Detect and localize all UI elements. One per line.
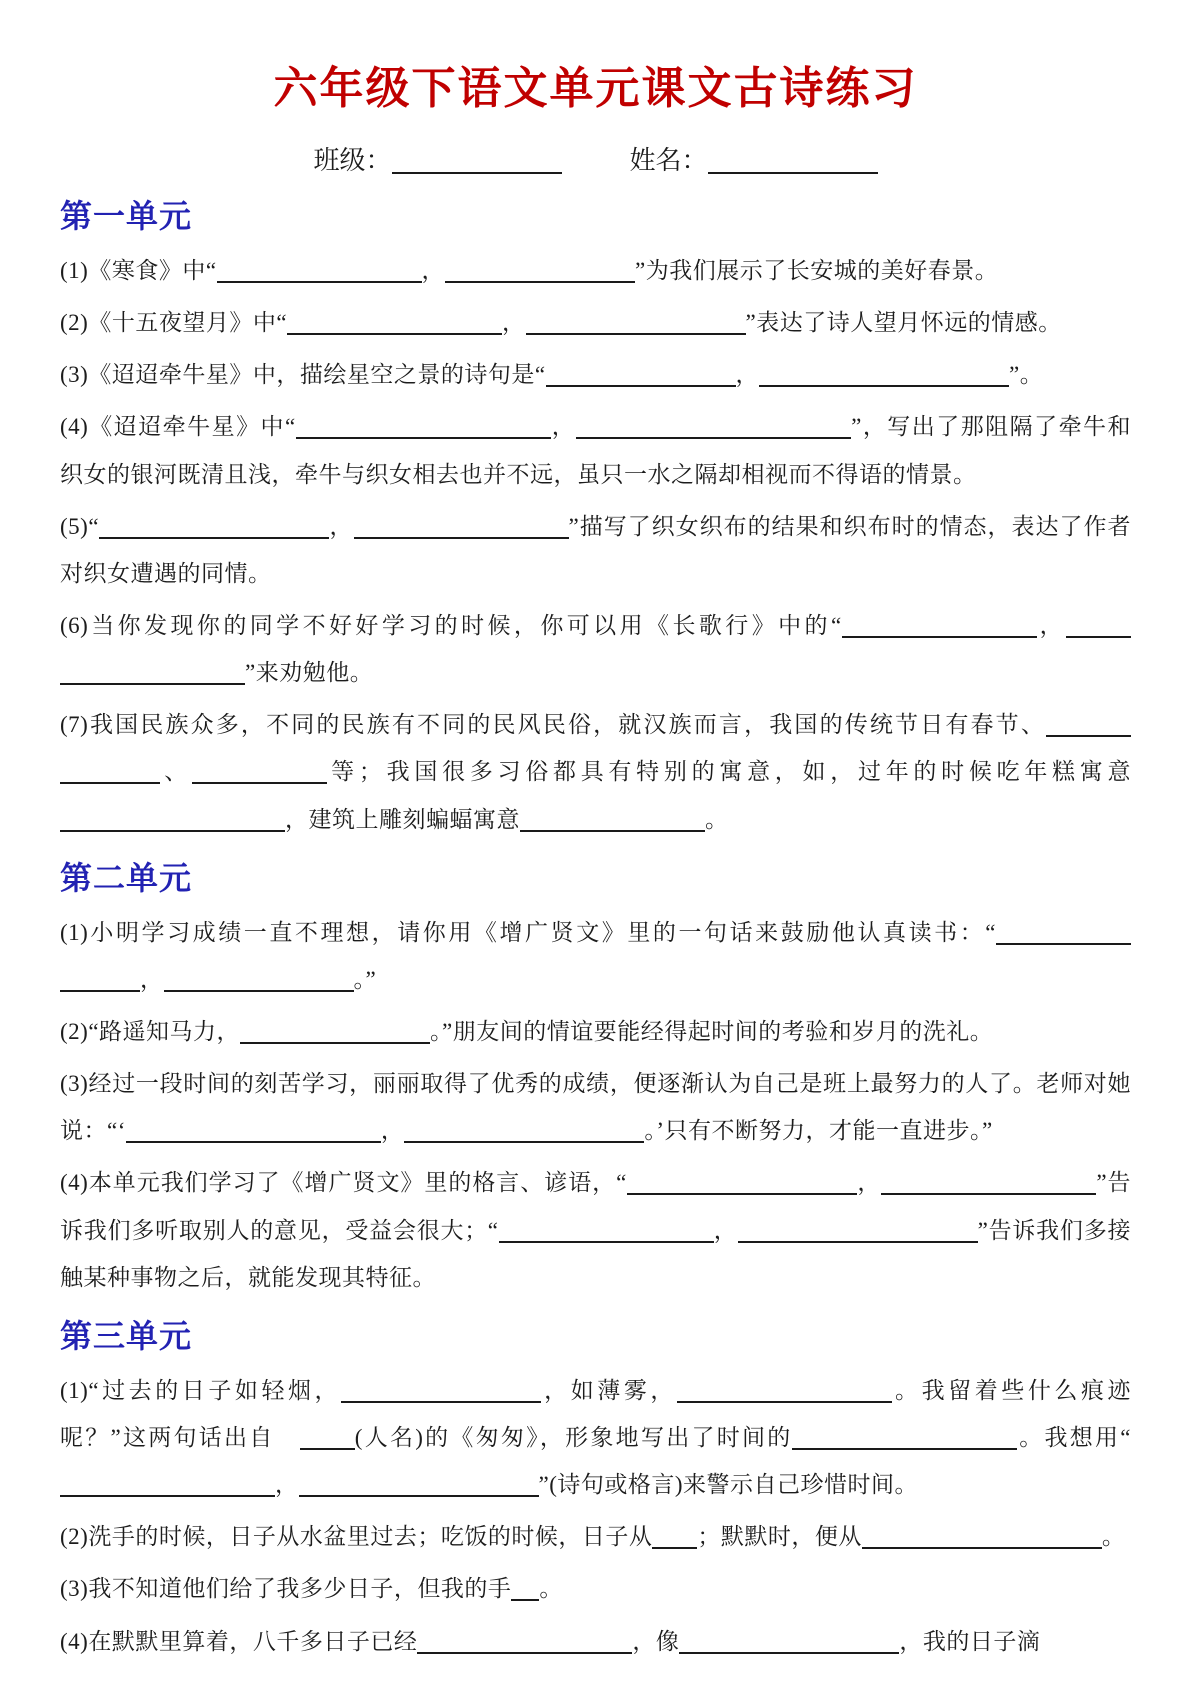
- blank-line: [499, 1220, 714, 1243]
- blank-line: [341, 1380, 541, 1403]
- question-text: 。’只有不断努力，才能一直进步。”: [644, 1118, 993, 1144]
- question-text: ”为我们展示了长安城的美好春景。: [635, 258, 999, 283]
- blank-line: [392, 148, 562, 174]
- blank-line: [679, 1631, 899, 1654]
- question-text: (1)“过去的日子如轻烟，: [60, 1377, 342, 1403]
- question-text: (3)我不知道他们给了我多少日子，但我的手: [60, 1576, 512, 1602]
- question-text: 等；我国很多习俗都具有特别的寓意，如，过年的时候吃年糕寓意: [326, 759, 1132, 785]
- question-text: (4)《迢迢牵牛星》中“: [60, 414, 296, 440]
- blank-line: [1077, 1526, 1102, 1549]
- question-text: 。: [1101, 1524, 1126, 1550]
- blank-line: [520, 809, 705, 832]
- blank-line: [708, 148, 878, 174]
- blank-line: [217, 260, 422, 283]
- blank-line: [60, 761, 160, 784]
- blank-line: [738, 1220, 963, 1243]
- question-text: ”来劝勉他。: [245, 660, 374, 686]
- blank-line: [1066, 1172, 1096, 1195]
- blank-line: [996, 922, 1131, 945]
- question-text: ”告诉我们多听取别人的意见，受益会很大；“: [60, 1170, 1132, 1243]
- question-text: ，: [380, 1118, 405, 1144]
- question-text: (5)“: [60, 513, 100, 539]
- blank-line: [60, 662, 245, 685]
- question-text: ，像: [632, 1628, 680, 1654]
- blank-line: [354, 516, 569, 539]
- question-text: 。我想用“: [1017, 1424, 1131, 1450]
- blank-line: [99, 516, 329, 539]
- question-text: ，: [502, 310, 526, 336]
- question-paragraph: [60, 403, 1131, 497]
- blank-line: [526, 312, 746, 335]
- question-text: ，: [713, 1217, 738, 1243]
- question-text: ，: [140, 966, 164, 992]
- question-text: ”告诉我们多接触某种事物之后，就能发现其特征。: [60, 1217, 1131, 1290]
- question-text: ”(诗句或格言)来警示自己珍惜时间。: [538, 1472, 919, 1498]
- blank-line: [759, 364, 1009, 387]
- question-text: (1)小明学习成绩一直不理想，请你用《增广贤文》里的一句话来鼓励他认真读书：“: [60, 919, 996, 945]
- question-text: (人名)的《匆匆》，形象地写出了时间的: [354, 1424, 793, 1450]
- blank-line: [862, 1526, 1077, 1549]
- question-text: 、: [160, 759, 192, 785]
- blank-line: [576, 416, 851, 439]
- question-paragraph: [60, 1060, 1131, 1154]
- blank-line: [652, 1526, 697, 1549]
- question-text: ”表达了诗人望月怀远的情感。: [745, 310, 1062, 336]
- section-heading: 第一单元: [60, 198, 193, 234]
- question-text: ；默默时，便从: [697, 1524, 862, 1550]
- blank-line: [192, 761, 327, 784]
- blank-line: [60, 969, 140, 992]
- question-text: 。: [539, 1576, 563, 1602]
- question-text: (2)洗手的时候，日子从水盆里过去；吃饭的时候，日子从: [60, 1524, 653, 1550]
- question-text: ”。: [1009, 362, 1044, 388]
- sections-container: [60, 191, 1131, 1665]
- question-text: ，: [329, 513, 354, 539]
- header-field: [630, 140, 878, 177]
- page-title: 六年级下语文单元课文古诗练习: [273, 64, 918, 113]
- question-text: 。”: [353, 966, 377, 992]
- question-paragraph: [60, 1513, 1131, 1560]
- question-text: ，: [421, 258, 446, 283]
- question-text: 。: [705, 806, 729, 832]
- blank-line: [296, 416, 551, 439]
- question-text: ，: [275, 1472, 299, 1498]
- question-text: ，如薄雾，: [541, 1377, 677, 1403]
- blank-line: [126, 1120, 381, 1143]
- question-paragraph: [60, 1367, 1131, 1508]
- blank-line: [417, 1631, 632, 1654]
- question-text: (7)我国民族众多，不同的民族有不同的民风民俗，就汉族而言，我国的传统节日有春节、: [60, 712, 1046, 738]
- blank-line: [792, 1427, 1017, 1450]
- question-text: ，我的日子滴: [899, 1628, 1041, 1654]
- blank-line: [240, 1021, 430, 1044]
- header-fields: [60, 140, 1131, 177]
- header-field-label: 姓名：: [629, 146, 708, 175]
- question-text: ，: [550, 414, 577, 440]
- blank-line: [1066, 615, 1131, 638]
- question-paragraph: [60, 701, 1131, 842]
- question-paragraph: [60, 299, 1131, 346]
- question-text: ”描写了织女织布的结果和织布时的情态，表达了作者对织女遭遇的同情。: [60, 513, 1131, 586]
- header-field: [313, 140, 561, 177]
- blank-line: [287, 312, 502, 335]
- question-text: (3)经过一段时间的刻苦学习，丽丽取得了优秀的成绩，便逐渐认为自己是班上最努力的人了。老师对她说：“‘: [60, 1071, 1131, 1144]
- blank-line: [842, 615, 1037, 638]
- question-text: (4)在默默里算着，八千多日子已经: [60, 1628, 418, 1654]
- blank-line: [963, 1220, 978, 1243]
- question-paragraph: [60, 1618, 1131, 1665]
- header-field-label: 班级：: [313, 146, 392, 175]
- question-paragraph: [60, 1565, 1131, 1612]
- question-text: (2)“路遥知马力，: [60, 1018, 241, 1044]
- blank-line: [546, 364, 736, 387]
- question-paragraph: [60, 1008, 1131, 1055]
- question-text: ，: [1036, 612, 1067, 638]
- question-text: ，: [735, 362, 760, 388]
- question-paragraph: [60, 909, 1131, 1003]
- blank-line: [677, 1380, 892, 1403]
- blank-line: [300, 1427, 355, 1450]
- question-text: (6)当你发现你的同学不好好学习的时候，你可以用《长歌行》中的“: [60, 612, 842, 638]
- question-paragraph: [60, 1159, 1131, 1300]
- question-text: (3)《迢迢牵牛星》中，描绘星空之景的诗句是“: [60, 362, 546, 388]
- blank-line: [881, 1172, 1066, 1195]
- section-heading: 第三单元: [60, 1317, 193, 1354]
- blank-line: [60, 1474, 275, 1497]
- question-text: (4)本单元我们学习了《增广贤文》里的格言、谚语，“: [60, 1170, 627, 1196]
- blank-line: [164, 969, 354, 992]
- blank-line: [627, 1172, 857, 1195]
- blank-line: [404, 1120, 644, 1143]
- question-text: ”，写出了那阻隔了牵牛和织女的银河既清且浅，牵牛与织女相去也并不远，虽只一水之隔却相视而不得语的情景。: [60, 414, 1132, 487]
- blank-line: [60, 809, 285, 832]
- question-paragraph: [60, 247, 1131, 294]
- question-text: (2)《十五夜望月》中“: [60, 310, 288, 336]
- blank-line: [445, 260, 635, 283]
- question-text: (1)《寒食》中“: [60, 258, 217, 283]
- question-text: ，建筑上雕刻蝙蝠寓意: [285, 806, 520, 832]
- blank-line: [299, 1474, 539, 1497]
- question-paragraph: [60, 503, 1131, 597]
- blank-line: [511, 1578, 539, 1601]
- question-paragraph: [60, 602, 1131, 696]
- question-paragraph: [60, 351, 1131, 398]
- blank-line: [1046, 714, 1131, 737]
- question-text: 。我留着些什么痕迹呢？”这两句话出自: [60, 1377, 1132, 1450]
- question-text: 。”朋友间的情谊要能经得起时间的考验和岁月的洗礼。: [430, 1018, 994, 1044]
- question-text: ，: [856, 1170, 882, 1196]
- section-heading: 第二单元: [60, 859, 193, 896]
